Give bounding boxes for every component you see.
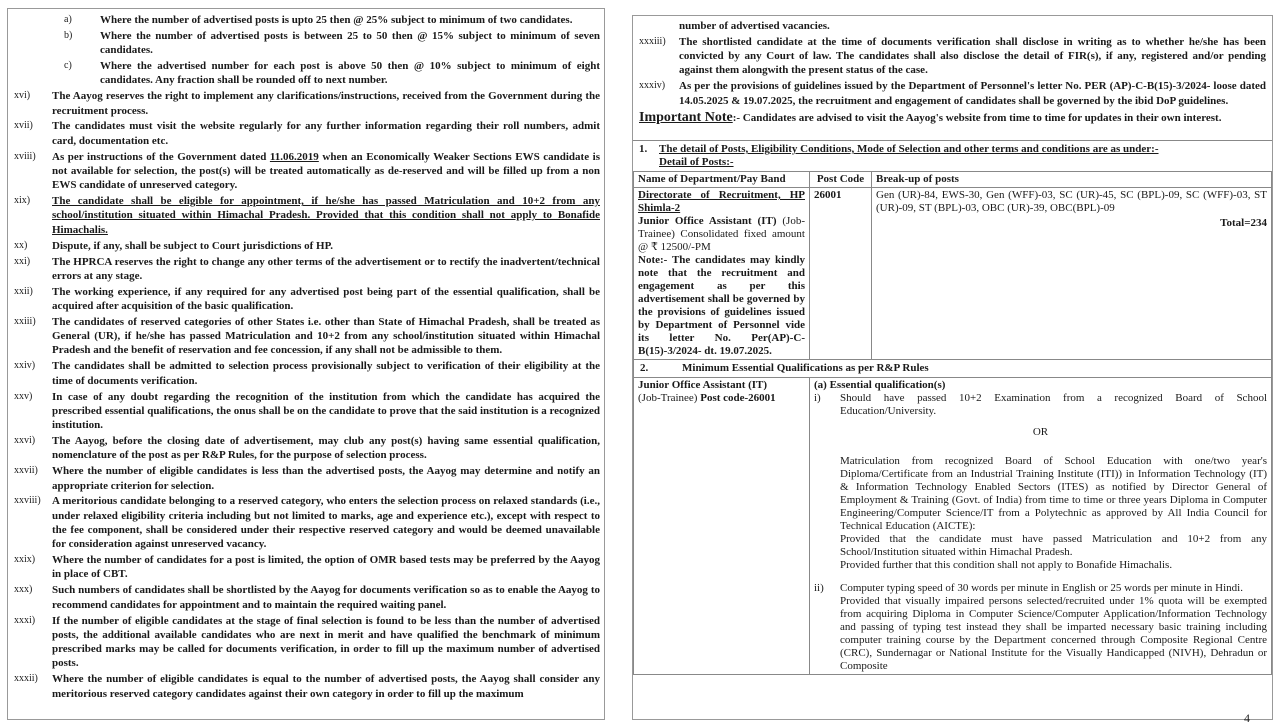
- item-text: The candidates shall be admitted to selection process provisionally subject to verification of their eligibility at the time of documents verification.: [52, 360, 600, 387]
- item-text: The HPRCA reserves the right to change any other terms of the advertisement or to rectify the inadvertent/technical errors at any stage.: [52, 255, 600, 282]
- list-item: [639, 35, 1266, 78]
- list-item: [14, 119, 600, 148]
- item-text: As per instructions of the Government dated 11.06.2019 when an Economically Weaker Sections EWS candidate is not available for selection, the post(s) will be treated automatically as de-reserved and will be filled up from a non EWS candidate of unreserved category.: [52, 150, 600, 192]
- list-item: [14, 150, 600, 193]
- left-page: [7, 8, 605, 720]
- list-item: [639, 79, 1266, 108]
- item-number: xxvii): [14, 465, 38, 477]
- continuation-text: number of advertised vacancies.: [679, 20, 830, 32]
- item-text: Where the number of eligible candidates is equal to the number of advertised posts, the Aayog shall consider any meritorious reserved category candidates against their own category in order to fill up the maximum: [52, 673, 600, 700]
- page-number: 4: [1244, 711, 1250, 725]
- item-text: Where the number of eligible candidates is less than the advertised posts, the Aayog may determine and notify an appropriate criterion for selection.: [52, 465, 600, 492]
- item-text: The candidate shall be eligible for appointment, if he/she has passed Matriculation and 10+2 from any school/institution situated within Himachal Pradesh. Provided that this condition shall not apply to Bonafide Himachalis.: [52, 195, 600, 236]
- item-text: Such numbers of candidates shall be shortlisted by the Aayog for documents verification so as to enable the Aayog to recommend candidates for appointment and to maintain the required waiting panel.: [52, 584, 600, 611]
- item-number: a): [64, 14, 72, 25]
- item-number: c): [64, 60, 72, 72]
- item-number: xxiv): [14, 360, 36, 372]
- item-number: xxix): [14, 554, 36, 566]
- item-number: xxxiii): [639, 35, 666, 47]
- item-text: Where the number of advertised posts is upto 25 then @ 25% subject to minimum of two candidates.: [100, 14, 573, 26]
- item-number: xvii): [14, 120, 33, 132]
- qualification-details-cell: (a) Essential qualification(s) i) Should have passed 10+2 Examination from a recognized Board of School Education/University. OR Matriculation from recognized Board of School Education with one/two year's Diploma/Certificate from an Industrial Training Institute (ITI)) in Information Technology (IT) & Information Technology Enabled Sectors (ITES) as notified by Director General of Employment & Training (Govt. of India) from time to time or three years Diploma in Computer Engineering/Computer Science/IT from a Polytechnic as approved by All India Council for Technical Education (AICTE): Provided that the candidate must have passed Matriculation and 10+2 from any School/Institution situated within Himachal Pradesh. Provided further that this condition shall not apply to Bonafide Himachalis. ii) Computer typing speed of 30 words per minute in English or 25 words per minute in Hindi. Provided that visually impaired persons selected/recruited under 1% quota will be exempted from acquiring Diploma in Computer Science/Computer Application/Information Technology and passing of typing test instead they shall be imparted necessary basic training including computer training course by the Department concerned through Composite Regional Centre (CRC), Sundernagar or National Institute for the Visually Handicapped (NIVH), Dehradun or Composite: [810, 377, 1272, 674]
- list-item: [14, 29, 600, 58]
- item-number: xxvi): [14, 435, 36, 447]
- list-item: [14, 89, 600, 118]
- list-item: [14, 315, 600, 358]
- list-item: [14, 255, 600, 284]
- item-number: xxiii): [14, 315, 36, 327]
- list-item: [14, 464, 600, 493]
- breakup-cell: Gen (UR)-84, EWS-30, Gen (WFF)-03, SC (UR)-45, SC (BPL)-09, SC (WFF)-03, ST (UR)-09, ST (BPL)-03, OBC (UR)-39, OBC(BPL)-09 Total=234: [872, 187, 1272, 359]
- item-text: In case of any doubt regarding the recognition of the institution from which the candidate has acquired the prescribed essential qualifications, the onus shall be on the candidate to prove that the said institution is a recognized institution.: [52, 390, 600, 432]
- item-text: As per the provisions of guidelines issued by the Department of Personnel's letter No. PER (AP)-C-B(15)-3/2024- loose dated 14.05.2025 & 19.07.2025, the recruitment and engagement of candidates shall be governed by the ibid DoP guidelines.: [679, 80, 1266, 107]
- item-text: If the number of eligible candidates at the stage of final selection is found to be less than the number of advertised posts, the additional available candidates who are next in merit and have qualified the benchmark of minimum prescribed marks may be called for documents verification, in order to fill up the maximum number of advertised posts.: [52, 614, 600, 670]
- list-item: [14, 194, 600, 237]
- item-text: Where the number of advertised posts is between 25 to 50 then @ 15% subject to minimum of seven candidates.: [100, 29, 600, 57]
- section-2-heading: 2. Minimum Essential Qualifications as per R&P Rules: [634, 359, 1272, 377]
- item-text: The candidates of reserved categories of other States i.e. other than State of Himachal Pradesh, shall be treated as General (UR), if he/she has passed Matriculation and 10+2 from any school/institution situated within Himachal Pradesh and the benefit of reservation and fee concession, if any shall not be admissible to them.: [52, 315, 600, 357]
- list-item: [14, 553, 600, 582]
- item-number: xxii): [14, 285, 33, 297]
- item-number: xxxii): [14, 673, 38, 685]
- item-number: xxi): [14, 255, 31, 267]
- item-text: The Aayog, before the closing date of advertisement, may club any post(s) having same essential qualification, nomenclature of the post as per R&P Rules, for the purpose of selection process.: [52, 435, 600, 462]
- list-item: [14, 494, 600, 551]
- list-item: [14, 239, 600, 253]
- item-number: b): [64, 29, 73, 41]
- item-number: xxxiv): [639, 80, 666, 92]
- important-note: Important Note:- Candidates are advised to visit the Aayog's website from time to time for updates in their own interest.: [639, 109, 1222, 125]
- list-item: [14, 434, 600, 463]
- department-cell: Directorate of Recruitment, HP Shimla-2 Junior Office Assistant (IT) (Job-Trainee) Consolidated fixed amount @ ₹ 12500/-PM Note:- The candidates may kindly note that the recruitment and engagement as per this advertisement shall be governed by the provisions of guidelines issued by Department of Personnel vide its letter No. Per(AP)-C-B(15)-3/2024- dt. 19.07.2025.: [634, 187, 810, 359]
- item-number: xix): [14, 195, 31, 207]
- list-item: [14, 583, 600, 612]
- list-item: [14, 672, 600, 701]
- item-text: The candidates must visit the website regularly for any further information regarding their roll numbers, admit card, documentation etc.: [52, 120, 600, 147]
- section-1-heading: 1. The detail of Posts, Eligibility Conditions, Mode of Selection and other terms and conditions are as under:- Detail of Posts:-: [633, 140, 1272, 171]
- item-text: A meritorious candidate belonging to a reserved category, who enters the selection process on relaxed standards (i.e., under relaxed eligibility criteria including but not limited to marks, age and experience etc.), except with respect to the fee component, shall be considered under their respective reserved category and would be deemed unavailable for consideration against unreserved vacancy.: [52, 495, 600, 551]
- qualification-post-cell: Junior Office Assistant (IT) (Job-Trainee) Post code-26001: [634, 377, 810, 674]
- item-number: xviii): [14, 150, 36, 162]
- item-text: Where the advertised number for each post is above 50 then @ 10% subject to minimum of eight candidates. Any fraction shall be rounded off to next number.: [100, 60, 600, 87]
- item-text: Where the number of candidates for a post is limited, the option of OMR based tests may be preferred by the Aayog in place of CBT.: [52, 554, 600, 581]
- right-page: [632, 15, 1273, 720]
- list-item: [14, 614, 600, 671]
- item-text: The Aayog reserves the right to implement any clarifications/instructions, received from the Government during the recruitment process.: [52, 90, 600, 117]
- item-number: xxxi): [14, 614, 36, 626]
- item-number: xxv): [14, 390, 33, 402]
- item-text: The shortlisted candidate at the time of documents verification shall disclose in writing as to whether he/she has been convicted by any Court of law. The candidates shall also disclose the detail of FIR(s), if any, registered and/or pending against them alongwith the present status of the case.: [679, 35, 1266, 77]
- item-number: xxx): [14, 584, 33, 596]
- item-number: xx): [14, 239, 28, 251]
- list-item: [14, 390, 600, 433]
- list-item: [14, 359, 600, 388]
- list-item: [14, 59, 600, 88]
- item-text: Dispute, if any, shall be subject to Court jurisdictions of HP.: [52, 239, 334, 252]
- item-text: The working experience, if any required for any advertised post being part of the essential qualification, shall be acquired after acquisition of the basic qualification.: [52, 285, 600, 312]
- list-item: [14, 285, 600, 314]
- list-item: [14, 13, 600, 27]
- item-number: xvi): [14, 90, 31, 102]
- item-number: xxviii): [14, 495, 41, 507]
- posts-table: Name of Department/Pay Band Post Code Break-up of posts Directorate of Recruitment, HP Shimla-2 Junior Office Assistant (IT) (Job-Trainee) Consolidated fixed amount @ ₹ 12500/-PM Note:- The candidates may kindly note that the recruitment and engagement as per this advertisement shall be governed by the provisions of guidelines issued by Department of Personnel vide its letter No. Per(AP)-C-B(15)-3/2024- dt. 19.07.2025. 26001 Gen (UR)-84, EWS-30, Gen (WFF)-03, SC (UR)-45, SC (BPL)-09, SC (WFF)-03, ST (UR)-09, ST (BPL)-03, OBC (UR)-39, OBC(BPL)-09 Total=234 2. Minimum Essential Qualifications as per R&P Rules Junior Office Assistant (IT) (Job-Trainee) Post code-26001 (a) Essential qualification(s) i) Should have passed 10+2 Examination from a recognized Board of School Education/University. OR Matriculation from recognized Board of School Education with one/two year's Diploma/Certificate from an Industrial Training Institute (ITI)) in Information Technology (IT) & Information Technology Enabled Sectors (ITES) as notified by Director General of Employment & Training (Govt. of India) from time to time or three years Diploma in Computer Engineering/Computer Science/IT from a Polytechnic as approved by All India Council for Technical Education (AICTE): Provided that the candidate must have passed Matriculation and 10+2 from any School/Institution situated within Himachal Pradesh. Provided further that this condition shall not apply to Bonafide Himachalis. ii) Computer typing speed of 30 words per minute in English or 25 words per minute in Hindi. Provided that visually impaired persons selected/recruited under 1% quota will be exempted from acquiring Diploma in Computer Science/Computer Application/Information Technology and passing of typing test instead they shall be imparted necessary basic training including computer training course by the Department concerned through Composite Regional Centre (CRC), Sundernagar or National Institute for the Visually Handicapped (NIVH), Dehradun or Composite: [633, 171, 1272, 675]
